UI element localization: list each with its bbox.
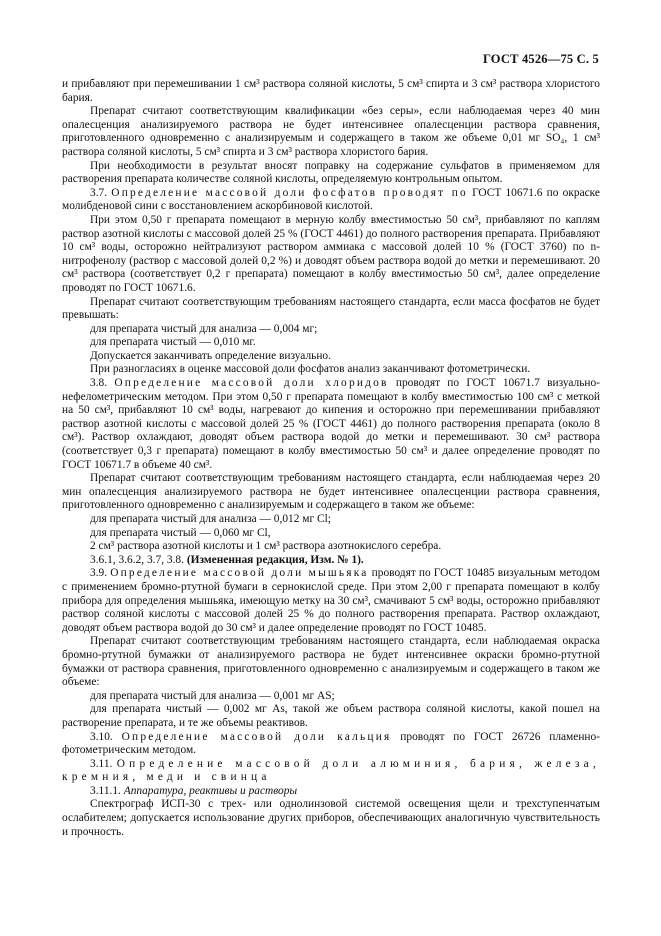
page-header: ГОСТ 4526—75 С. 5 [482,52,599,66]
subsection-heading: Аппаратура, реактивы и растворы [123,784,298,797]
section-heading-spaced: Определение массовой доли кальция [121,730,392,743]
paragraph: При необходимости в результат вносят поправку на содержание сульфатов в применяемом для растворения препарата количестве соляной кислоты, определяемую контрольным опытом. [62,159,600,186]
section-number: 3.8. [90,377,108,390]
section-text: проводят по ГОСТ 10485 визуальным методом с применением бромно-ртутной бумаги в сернокислой среде. При этом 2,00 г препарата помещают в колбу прибора для определения мышьяка, имеющую метку на 30 см³, смачивают 5 см³ воды, осторожно прибавляют раствор соляной кислоты с массовой долей 25 % до полного растворения препарата. Раствор охлаждают, доводят объем раствора водой до 30 см³ и далее определение проводят по ГОСТ 10485. [62,567,601,634]
section-number: 3.9. [90,567,108,580]
section-3-10 [62,731,600,758]
paragraph: Препарат считают соответствующим требованиям настоящего стандарта, если масса фосфатов не будет превышать: [62,295,600,322]
list-item: для препарата чистый — 0,060 мг Cl, [90,526,271,539]
paragraph: и прибавляют при перемешивании 1 см³ раствора соляной кислоты, 5 см³ спирта и 3 см³ раствора хлористого бария. [62,78,600,104]
revision-note [62,554,600,568]
list-item: для препарата чистый — 0,010 мг. [90,336,256,349]
section-text: проводят по ГОСТ 26726 пламенно-фотометрическим методом. [62,730,601,757]
paragraph: Допускается заканчивать определение визуально. [90,349,331,362]
section-number: 3.7. [90,186,108,199]
list-item: для препарата чистый для анализа — 0,004 мг; [90,322,318,335]
paragraph: Препарат считают соответствующим требованиям настоящего стандарта, если наблюдаемая окраска бромно-ртутной бумажки от анализируемого раствора не будет интенсивнее окраски бромно-ртутной бумажки от раствора сравнения, приготовленного одновременно с анализируемым и содержащего в таком же объеме: [62,635,600,689]
section-number: 3.11.1. [90,784,121,797]
section-heading-spaced: Определение массовой доли мышьяка [110,567,369,580]
paragraph: Препарат считают соответствующим требованиям настоящего стандарта, если наблюдаемая через 20 мин опалесценция анализируемого раствора не будет интенсивнее опалесценции раствора сравнения, приготовленного одновременно с анализируемым и содержащего в таком же объеме: [62,472,600,512]
list-item: для препарата чистый для анализа — 0,012 мг Cl; [90,513,331,525]
list-item: 2 см³ раствора азотной кислоты и 1 см³ раствора азотнокислого серебра. [90,540,442,553]
list-item: для препарата чистый для анализа — 0,001 мг AS; [90,689,335,702]
section-text: проводят по ГОСТ 10671.7 визуально-нефелометрическим методом. При этом 0,50 г препарата помещают в колбу вместимостью 100 см³ с меткой на 50 см³, прибавляют 10 см³ воды, нагревают до кипения и осторожно при перемешивании прибавляют раствор азотной кислоты с массовой долей 25 % (ГОСТ 4461) до полного растворения препарата (около 8 см³). Раствор охлаждают, доводят объем раствора водой до метки и перемешивают. 30 см³ раствора (соответствует 0,3 г препарата) помещают в колбу вместимостью 50 см³ и далее определение проводят по ГОСТ 10671.7 в объеме 40 см³. [62,377,600,471]
list-item: для препарата чистый — 0,002 мг As, такой же объем раствора соляной кислоты, какой пошел на растворение препарата, и те же объемы реактивов. [62,703,600,729]
revision-sections: 3.6.1, 3.6.2, 3.7, 3.8. [90,553,184,566]
section-heading-spaced: Определение массовой доли хлоридов [114,377,389,390]
section-heading-spaced: Определение массовой доли фосфатов проводят по [111,186,468,199]
section-3-8 [62,377,600,472]
section-3-9 [62,567,600,635]
paragraph: При этом 0,50 г препарата помещают в мерную колбу вместимостью 50 см³, прибавляют по каплям раствор азотной кислоты с массовой долей 25 % (ГОСТ 4461) до полного растворения препарата. Прибавляют 10 см³ воды, осторожно нейтрализуют раствором аммиака с массовой долей 10 % (ГОСТ 3760) по n-нитрофенолу (раствор с массовой долей 0,2 %) и доводят объем раствора водой до метки и перемешивают. 20 см³ раствора (соответствует 0,2 г препарата) помещают в колбу вместимостью 50 см³, далее определение проводят по ГОСТ 10671.6. [62,213,600,294]
section-heading-spaced: Определение массовой доли алюминия, бария, железа, кремния, меди и свинца [62,757,600,784]
section-number: 3.11. [90,757,113,770]
document-body [62,78,600,839]
paragraph: При разногласиях в оценке массовой доли фосфатов анализ заканчивают фотометрически. [90,363,531,376]
section-number: 3.10. [90,730,113,743]
section-text: ГОСТ 10671.6 по окраске молибденовой сини с восстановлением аскорбиновой кислотой. [62,186,600,213]
subsection-3-11-1 [62,785,600,799]
paragraph: Спектрограф ИСП-30 с трех- или однолинзовой системой освещения щели и трехступенчатым ослабителем; допускается использование других приборов, обеспечивающих аналогичную чувствительность и прочность. [62,798,600,838]
paragraph: Препарат считают соответствующим квалификации «без серы», если наблюдаемая через 40 мин опалесценция анализируемого раствора не будет интенсивнее опалесценции раствора сравнения, приготовленного одновременно с анализируемым и содержащего в таком же объеме 0,01 мг SO₄, 1 см³ раствора соляной кислоты, 5 см³ спирта и 3 см³ раствора хлористого бария. [62,105,600,158]
section-3-11 [62,758,600,785]
section-3-7 [62,187,600,214]
revision-label: (Измененная редакция, Изм. № 1). [186,553,364,566]
